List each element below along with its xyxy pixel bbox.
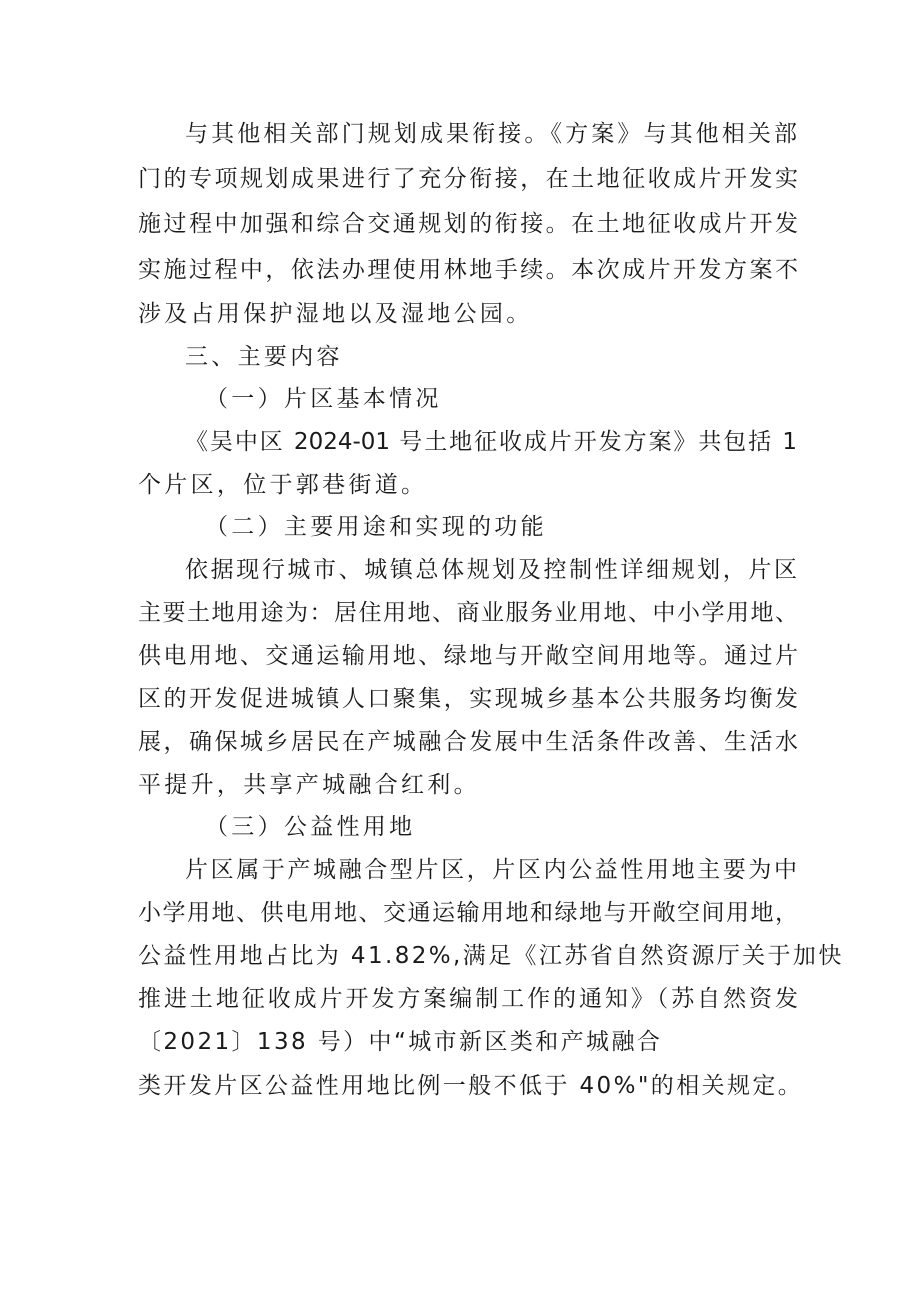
- text-line: 《吴中区 2024-01 号土地征收成片开发方案》共包括 1: [185, 429, 797, 455]
- text-line: 〔2021〕138 号）中“城市新区类和产城融合: [138, 1029, 663, 1055]
- text-line: 施过程中加强和综合交通规划的衔接。在土地征收成片开发: [138, 211, 798, 237]
- text-line: 实施过程中，依法办理使用林地手续。本次成片开发方案不: [138, 257, 798, 283]
- text-line: 区的开发促进城镇人口聚集，实现城乡基本公共服务均衡发: [138, 686, 798, 712]
- text-line: 主要土地用途为：居住用地、商业服务业用地、中小学用地、: [138, 600, 798, 626]
- text-line: 个片区，位于郭巷街道。: [138, 472, 428, 498]
- text-line: 公益性用地占比为 41.82%,满足《江苏省自然资源厅关于加快: [138, 943, 844, 969]
- section-heading: 三、主要内容: [185, 344, 343, 370]
- subsection-heading: （一）片区基本情况: [205, 386, 442, 412]
- text-line: 涉及占用保护湿地以及湿地公园。: [138, 301, 533, 327]
- text-line: 片区属于产城融合型片区，片区内公益性用地主要为中: [185, 857, 797, 883]
- text-line: 类开发片区公益性用地比例一般不低于 40%"的相关规定。: [138, 1073, 804, 1099]
- text-line: 小学用地、供电用地、交通运输用地和绿地与开敞空间用地，: [138, 900, 798, 926]
- text-line: 展，确保城乡居民在产城融合发展中生活条件改善、生活水: [138, 729, 798, 755]
- subsection-heading: （二）主要用途和实现的功能: [205, 514, 547, 540]
- text-line: 与其他相关部门规划成果衔接。《方案》与其他相关部: [185, 121, 797, 147]
- subsection-heading: （三）公益性用地: [205, 814, 416, 840]
- text-line: 推进土地征收成片开发方案编制工作的通知》（苏自然资发: [138, 986, 798, 1012]
- text-line: 依据现行城市、城镇总体规划及控制性详细规划，片区: [185, 557, 797, 583]
- text-line: 供电用地、交通运输用地、绿地与开敞空间用地等。通过片: [138, 643, 798, 669]
- text-line: 门的专项规划成果进行了充分衔接，在土地征收成片开发实: [138, 166, 798, 192]
- text-line: 平提升，共享产城融合红利。: [138, 772, 480, 798]
